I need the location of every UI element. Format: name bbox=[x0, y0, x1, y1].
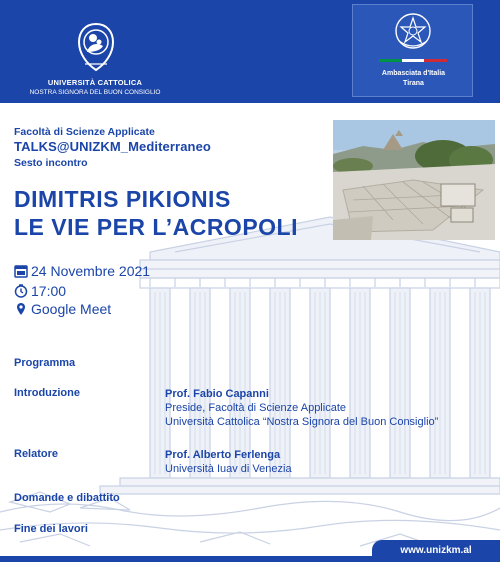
embassy-logo-box bbox=[352, 4, 473, 97]
italian-flag-stripe bbox=[379, 59, 447, 62]
embassy-name: Ambasciata d'Italia bbox=[381, 70, 446, 77]
program-heading: Programma bbox=[14, 357, 76, 369]
event-title-line1: DIMITRIS PIKIONIS bbox=[14, 186, 231, 212]
footer-strip bbox=[0, 556, 372, 562]
event-title-line2: LE VIE PER L’ACROPOLI bbox=[14, 214, 298, 240]
speaker-institution: Università Iuav di Venezia bbox=[165, 463, 292, 475]
header-bar bbox=[0, 0, 500, 103]
university-name: UNIVERSITÀ CATTOLICA bbox=[47, 78, 143, 87]
event-date-row bbox=[14, 263, 150, 279]
calendar-icon bbox=[14, 264, 28, 278]
intro-details bbox=[165, 387, 438, 429]
acropolis-paths-photo bbox=[333, 120, 495, 240]
speaker-details bbox=[165, 448, 292, 476]
event-location: Google Meet bbox=[31, 301, 112, 317]
embassy-city: Tirana bbox=[403, 80, 424, 87]
event-time: 17:00 bbox=[31, 283, 67, 299]
intro-institution: Università Cattolica “Nostra Signora del Buon Consiglio” bbox=[165, 416, 439, 428]
speaker-name: Prof. Alberto Ferlenga bbox=[165, 449, 281, 461]
intro-speaker: Prof. Fabio Capanni bbox=[165, 388, 269, 400]
university-logo bbox=[77, 22, 115, 72]
flag-white bbox=[402, 59, 425, 62]
faculty-name: Facoltà di Scienze Applicate bbox=[14, 126, 155, 138]
intro-label: Introduzione bbox=[14, 387, 80, 399]
university-subtitle: NOSTRA SIGNORA DEL BUON CONSIGLIO bbox=[29, 89, 161, 96]
event-time-row bbox=[14, 283, 66, 299]
flag-green bbox=[379, 59, 402, 62]
qa-label: Domande e dibattito bbox=[14, 492, 120, 504]
meeting-number: Sesto incontro bbox=[14, 157, 88, 169]
website-link[interactable]: www.unizkm.al bbox=[372, 540, 500, 562]
speaker-label: Relatore bbox=[14, 448, 59, 460]
event-date: 24 Novembre 2021 bbox=[31, 263, 151, 279]
clock-icon bbox=[14, 284, 28, 298]
series-name: TALKS@UNIZKM_Mediterraneo bbox=[14, 139, 211, 154]
end-label: Fine dei lavori bbox=[14, 523, 88, 535]
intro-role: Preside, Facoltà di Scienze Applicate bbox=[165, 402, 346, 414]
event-location-row bbox=[14, 301, 111, 317]
location-pin-icon bbox=[14, 302, 28, 316]
flag-red bbox=[424, 59, 447, 62]
italian-republic-emblem bbox=[393, 11, 433, 51]
